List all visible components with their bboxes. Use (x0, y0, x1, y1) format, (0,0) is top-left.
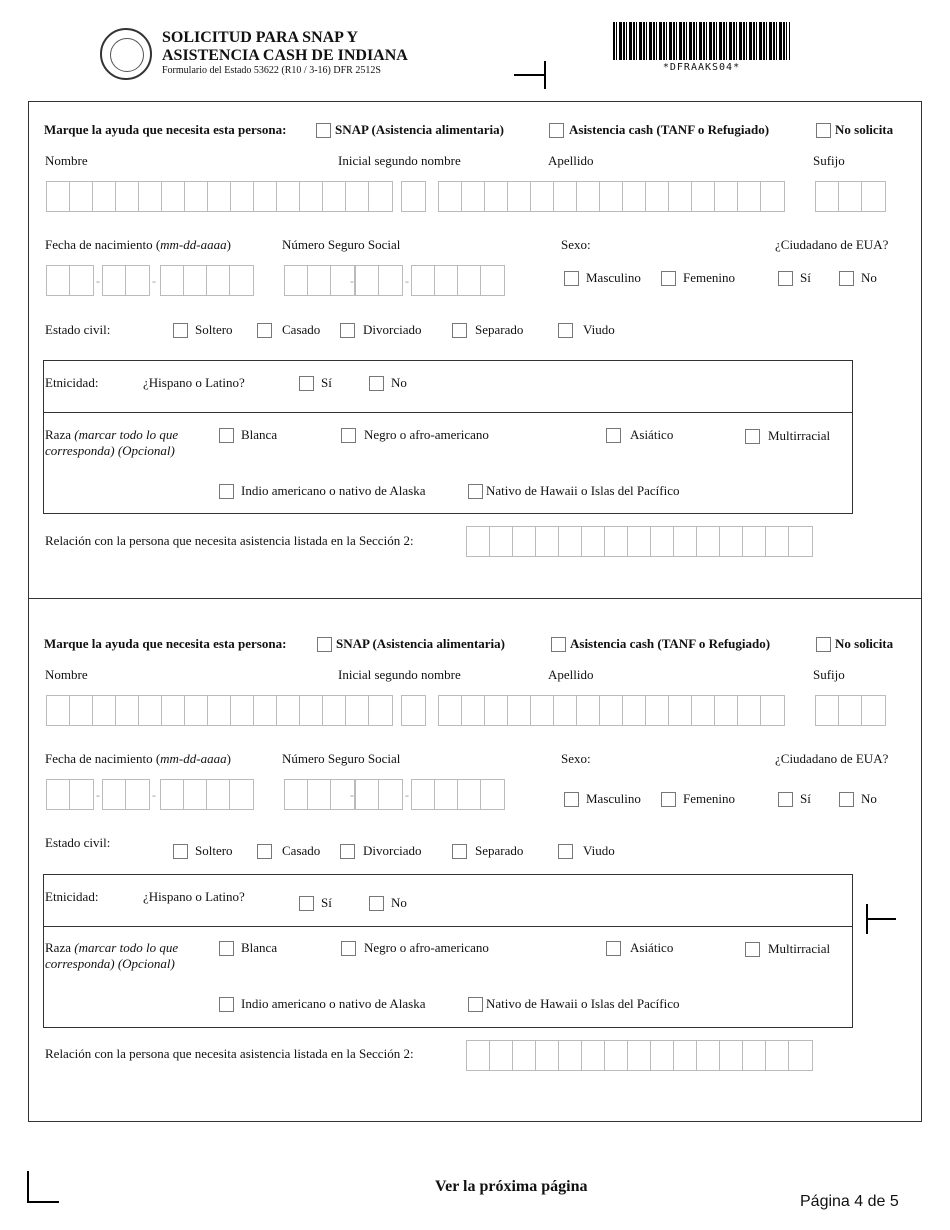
person-section-1 (28, 101, 922, 599)
race-note-2: corresponda) (Opcional) (45, 956, 175, 971)
male-checkbox[interactable] (564, 271, 579, 286)
first-name-label: Nombre (45, 667, 88, 682)
ssn-separator: - (350, 274, 354, 288)
snap-checkbox[interactable] (316, 123, 331, 138)
hispanic-no-label: No (391, 375, 407, 390)
married-checkbox[interactable] (257, 844, 272, 859)
marital-status-label: Estado civil: (45, 835, 111, 850)
page-number: Página 4 de 5 (800, 1193, 899, 1210)
race-label (45, 940, 178, 972)
race-asian-label: Asiático (630, 427, 674, 442)
race-black-checkbox[interactable] (341, 428, 356, 443)
middle-initial-label: Inicial segundo nombre (338, 667, 461, 682)
snap-label: SNAP (Asistencia alimentaria) (336, 636, 505, 651)
race-pacific-label: Nativo de Hawaii o Islas del Pacífico (486, 996, 680, 1011)
dob-label (45, 237, 231, 253)
race-note: (marcar todo lo que (74, 940, 179, 955)
citizen-yes-label: Sí (800, 270, 811, 285)
dob-label-close: ) (226, 751, 231, 766)
race-native-american-checkbox[interactable] (219, 997, 234, 1012)
race-multiracial-label: Multirracial (768, 941, 831, 956)
suffix-field[interactable] (815, 181, 886, 212)
middle-initial-label: Inicial segundo nombre (338, 153, 461, 168)
sex-label: Sexo: (561, 237, 591, 252)
dob-label-text: Fecha de nacimiento ( (45, 237, 161, 252)
married-label: Casado (282, 322, 321, 337)
divorced-label: Divorciado (363, 322, 422, 337)
citizen-yes-checkbox[interactable] (778, 792, 793, 807)
citizen-no-checkbox[interactable] (839, 271, 854, 286)
ssn-part1-field[interactable] (284, 265, 355, 296)
relationship-field[interactable] (466, 526, 813, 557)
divorced-label: Divorciado (363, 843, 422, 858)
dob-day-field[interactable] (102, 779, 150, 810)
dob-day-field[interactable] (102, 265, 150, 296)
hispanic-no-checkbox[interactable] (369, 896, 384, 911)
dob-separator: - (152, 788, 156, 802)
citizen-label: ¿Ciudadano de EUA? (775, 237, 889, 252)
race-black-checkbox[interactable] (341, 941, 356, 956)
race-black-label: Negro o afro-americano (364, 427, 489, 442)
male-checkbox[interactable] (564, 792, 579, 807)
ssn-label: Número Seguro Social (282, 237, 401, 252)
last-name-field[interactable] (438, 695, 785, 726)
last-name-label: Apellido (548, 153, 594, 168)
form-number: Formulario del Estado 53622 (R10 / 3-16) DFR 2512S (162, 65, 381, 76)
barcode-text: *DFRAAKS04* (662, 62, 741, 73)
dob-month-field[interactable] (46, 265, 94, 296)
ssn-part3-field[interactable] (411, 265, 505, 296)
ssn-label: Número Seguro Social (282, 751, 401, 766)
dob-format: mm-dd-aaaa (160, 751, 227, 766)
cash-checkbox[interactable] (549, 123, 564, 138)
separated-checkbox[interactable] (452, 844, 467, 859)
race-label (45, 427, 178, 459)
suffix-field[interactable] (815, 695, 886, 726)
first-name-field[interactable] (46, 181, 393, 212)
race-white-label: Blanca (241, 427, 278, 442)
widowed-checkbox[interactable] (558, 323, 573, 338)
first-name-field[interactable] (46, 695, 393, 726)
ssn-part2-field[interactable] (355, 265, 403, 296)
race-pacific-label: Nativo de Hawaii o Islas del Pacífico (486, 483, 680, 498)
dob-separator: - (152, 274, 156, 288)
dob-label (45, 751, 231, 767)
widowed-label: Viudo (583, 322, 615, 337)
single-label: Soltero (195, 843, 233, 858)
race-note-2: corresponda) (Opcional) (45, 443, 175, 458)
snap-label: SNAP (Asistencia alimentaria) (335, 122, 504, 137)
hispanic-no-checkbox[interactable] (369, 376, 384, 391)
last-name-field[interactable] (438, 181, 785, 212)
dob-year-field[interactable] (160, 265, 254, 296)
male-label: Masculino (586, 791, 641, 806)
first-name-label: Nombre (45, 153, 88, 168)
citizen-yes-label: Sí (800, 791, 811, 806)
dob-month-field[interactable] (46, 779, 94, 810)
divorced-checkbox[interactable] (340, 323, 355, 338)
ssn-part3-field[interactable] (411, 779, 505, 810)
female-label: Femenino (683, 270, 735, 285)
registration-mark-bottom-left (27, 1171, 59, 1203)
indiana-state-seal (100, 28, 152, 80)
hispanic-yes-checkbox[interactable] (299, 896, 314, 911)
ssn-separator: - (405, 274, 409, 288)
race-native-american-label: Indio americano o nativo de Alaska (241, 483, 426, 498)
ssn-separator: - (350, 788, 354, 802)
cash-label: Asistencia cash (TANF o Refugiado) (569, 122, 770, 137)
middle-initial-field[interactable] (401, 181, 426, 212)
suffix-label: Sufijo (813, 667, 845, 682)
race-black-label: Negro o afro-americano (364, 940, 489, 955)
no-request-label: No solicita (835, 122, 894, 137)
ethnicity-race-box (43, 360, 853, 514)
race-native-american-checkbox[interactable] (219, 484, 234, 499)
hispanic-label: ¿Hispano o Latino? (143, 375, 245, 390)
dob-format: mm-dd-aaaa (160, 237, 227, 252)
married-checkbox[interactable] (257, 323, 272, 338)
separated-checkbox[interactable] (452, 323, 467, 338)
ethnicity-label: Etnicidad: (45, 889, 99, 904)
next-page-note: Ver la próxima página (435, 1178, 588, 1195)
snap-checkbox[interactable] (317, 637, 332, 652)
male-label: Masculino (586, 270, 641, 285)
race-pacific-checkbox[interactable] (468, 997, 483, 1012)
ssn-separator: - (405, 788, 409, 802)
ethnicity-race-box (43, 874, 853, 1028)
relationship-label: Relación con la persona que necesita asistencia listada en la Sección 2: (45, 533, 414, 548)
assistance-label: Marque la ayuda que necesita esta persona: (44, 636, 287, 651)
hispanic-yes-checkbox[interactable] (299, 376, 314, 391)
race-label-text: Raza (45, 940, 75, 955)
single-checkbox[interactable] (173, 323, 188, 338)
widowed-checkbox[interactable] (558, 844, 573, 859)
female-checkbox[interactable] (661, 271, 676, 286)
marital-status-label: Estado civil: (45, 322, 111, 337)
widowed-label: Viudo (583, 843, 615, 858)
single-checkbox[interactable] (173, 844, 188, 859)
form-title-line2: ASISTENCIA CASH DE INDIANA (162, 47, 408, 64)
form-title (162, 29, 408, 65)
dob-separator: - (96, 274, 100, 288)
last-name-label: Apellido (548, 667, 594, 682)
citizen-yes-checkbox[interactable] (778, 271, 793, 286)
female-label: Femenino (683, 791, 735, 806)
single-label: Soltero (195, 322, 233, 337)
separated-label: Separado (475, 843, 524, 858)
suffix-label: Sufijo (813, 153, 845, 168)
ethnicity-divider (44, 412, 852, 413)
separated-label: Separado (475, 322, 524, 337)
dob-label-text: Fecha de nacimiento ( (45, 751, 161, 766)
divorced-checkbox[interactable] (340, 844, 355, 859)
ethnicity-divider (44, 926, 852, 927)
race-asian-label: Asiático (630, 940, 674, 955)
race-white-checkbox[interactable] (219, 941, 234, 956)
form-title-line1: SOLICITUD PARA SNAP Y (162, 29, 359, 46)
citizen-no-label: No (861, 270, 877, 285)
race-note: (marcar todo lo que (74, 427, 179, 442)
female-checkbox[interactable] (661, 792, 676, 807)
race-label-text: Raza (45, 427, 75, 442)
person-section-2 (28, 598, 922, 1122)
hispanic-no-label: No (391, 895, 407, 910)
hispanic-label: ¿Hispano o Latino? (143, 889, 245, 904)
cash-label: Asistencia cash (TANF o Refugiado) (570, 636, 771, 651)
citizen-label: ¿Ciudadano de EUA? (775, 751, 889, 766)
dob-label-close: ) (226, 237, 231, 252)
middle-initial-field[interactable] (401, 695, 426, 726)
hispanic-yes-label: Sí (321, 375, 332, 390)
citizen-no-label: No (861, 791, 877, 806)
relationship-field[interactable] (466, 1040, 813, 1071)
assistance-label: Marque la ayuda que necesita esta persona: (44, 122, 287, 137)
no-request-label: No solicita (835, 636, 894, 651)
hispanic-yes-label: Sí (321, 895, 332, 910)
married-label: Casado (282, 843, 321, 858)
race-multiracial-checkbox[interactable] (745, 429, 760, 444)
citizen-no-checkbox[interactable] (839, 792, 854, 807)
barcode (613, 22, 790, 60)
sex-label: Sexo: (561, 751, 591, 766)
no-request-checkbox[interactable] (816, 637, 831, 652)
no-request-checkbox[interactable] (816, 123, 831, 138)
race-white-checkbox[interactable] (219, 428, 234, 443)
dob-separator: - (96, 788, 100, 802)
race-native-american-label: Indio americano o nativo de Alaska (241, 996, 426, 1011)
registration-mark-top-bar (514, 74, 544, 76)
dob-year-field[interactable] (160, 779, 254, 810)
ssn-part1-field[interactable] (284, 779, 355, 810)
relationship-label: Relación con la persona que necesita asistencia listada en la Sección 2: (45, 1046, 414, 1061)
race-multiracial-checkbox[interactable] (745, 942, 760, 957)
race-pacific-checkbox[interactable] (468, 484, 483, 499)
race-asian-checkbox[interactable] (606, 428, 621, 443)
race-white-label: Blanca (241, 940, 278, 955)
cash-checkbox[interactable] (551, 637, 566, 652)
race-asian-checkbox[interactable] (606, 941, 621, 956)
ssn-part2-field[interactable] (355, 779, 403, 810)
race-multiracial-label: Multirracial (768, 428, 831, 443)
ethnicity-label: Etnicidad: (45, 375, 99, 390)
